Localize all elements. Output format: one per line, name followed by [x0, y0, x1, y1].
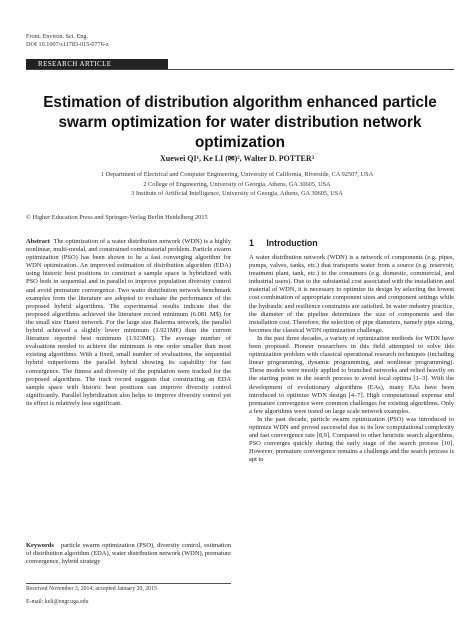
section-heading	[249, 238, 318, 248]
section-title: Introduction	[266, 238, 318, 248]
footnote-rule	[26, 583, 231, 584]
introduction-body	[249, 254, 454, 464]
journal-info	[26, 33, 109, 49]
keywords	[26, 542, 231, 566]
intro-paragraph: A water distribution network (WDN) is a network of components (e.g. pipes, pumps, valves, tanks, etc.) that transports water from a source (e.g. reservoir, treatment plant, tank, etc.) to the consumers (e.g. domestic, commercial, and industrial users). Due to the substantial cost associated with the installation and material of WDN, it is necessary to optimize its design by selecting the lowest cost combination of appropriate component sizes and component settings while the hydraulic and resilience constraints are satisfied. In water industry practice, the diameter of the pipeline determines the size of components and the installation cost. Therefore, the selection of pipe diameters, namely pipe sizing, becomes the classical WDN optimization challenge.	[249, 254, 454, 334]
copyright: © Higher Education Press and Springer-Verlag Berlin Heidelberg 2015	[26, 214, 208, 221]
authors: Xuewei QI¹, Ke LI (✉)², Walter D. POTTER³	[159, 154, 315, 163]
paper-title: Estimation of distribution algorithm enhanced particle swarm optimization for water distribution network optimization	[43, 94, 437, 151]
affiliations	[0, 170, 474, 199]
keywords-label: Keywords	[26, 542, 54, 549]
doi: DOI 10.1007/s11783-015-0776-z	[26, 41, 109, 48]
abstract-label: Abstract	[26, 238, 50, 245]
affiliation-3: 3 Institute of Artificial Intelligence, University of Georgia, Athens, GA 30605, USA	[131, 190, 343, 197]
affiliation-1: 1 Department of Electrical and Computer Engineering, University of California, Riverside, CA 92507, USA	[100, 171, 374, 178]
article-type-rule	[26, 69, 454, 70]
abstract-text: The optimization of a water distribution network (WDN) is a highly nonlinear, multi-modal, and constrained combinatorial problem. Particle swarm optimization (PSO) has been shown to be a fast converging algorithm for WDN optimization. An improved estimation of distribution algorithm (EDA) using historic best positions to construct a sample space is hybridized with PSO both in sequential and in parallel to improve population diversity control and avoid premature convergence. Two water distribution network benchmark examples from the literature are adopted to evaluate the performance of the proposed hybrid algorithms. The experimental results indicate that the proposed algorithms achieved the literature record minimum (6.081 M$) for the small size Hanoi network. For the large size Balerma network, the parallel hybrid achieved a slightly lower minimum (1.921M€) than the current literature reported best minimum (1.923M€). The average number of evaluations needed to achieve the minimum is one order smaller than most existing algorithms. With a fixed, small number of evaluations, the sequential hybrid outperforms the parallel hybrid showing its capability for fast convergence. The fitness and diversity of the population were tracked for the proposed algorithms. The track record suggests that constructing an EDA sample space with historic best positions can improve diversity control significantly. Parallel hybridization also helps to improve diversity control yet its effect is relatively less significant.	[26, 238, 231, 407]
received-date: Received November 3, 2014; accepted January 20, 2015	[26, 586, 157, 592]
affiliation-2: 2 College of Engineering, University of Georgia, Athens, GA 30605, USA	[143, 180, 331, 188]
contact-email: E-mail: keli@engr.uga.edu	[26, 599, 89, 605]
keywords-text: particle swarm optimization (PSO), diversity control, estimation of distribution algorithm (EDA), water distribution network (WDN), premature convergence, hybrid strategy	[26, 542, 231, 566]
abstract	[26, 238, 231, 408]
article-type-bar: RESEARCH ARTICLE	[26, 59, 168, 69]
journal-name: Front. Environ. Sci. Eng.	[26, 33, 89, 40]
intro-paragraph: In the past decade, particle swarm optimization (PSO) was introduced to optimize WDN and proved successful due to its low computational complexity and fast convergence rate [8,9]. Compared to other heuristic search algorithms, PSO converges quickly during the early stage of the search process [10]. However, premature convergence remains a challenge and the search process is apt to	[249, 415, 454, 464]
section-number: 1	[249, 238, 254, 248]
intro-paragraph: In the past three decades, a variety of optimization methods for WDN have been proposed. Pioneer researchers in this field attempted to solve this optimization problem with classical operational research techniques (including linear programming, dynamic programming, and nonlinear programming). These models were mostly applied to branched networks and relied heavily on the starting point in the search process to avoid local optima [1–3]. With the development of evolutionary algorithms (EAs), many EAs have been introduced to optimize WDN design [4–7]. High computational expense and premature convergence were common challenges for existing algorithms. Only a few algorithms were tested on large scale network examples.	[249, 334, 454, 415]
